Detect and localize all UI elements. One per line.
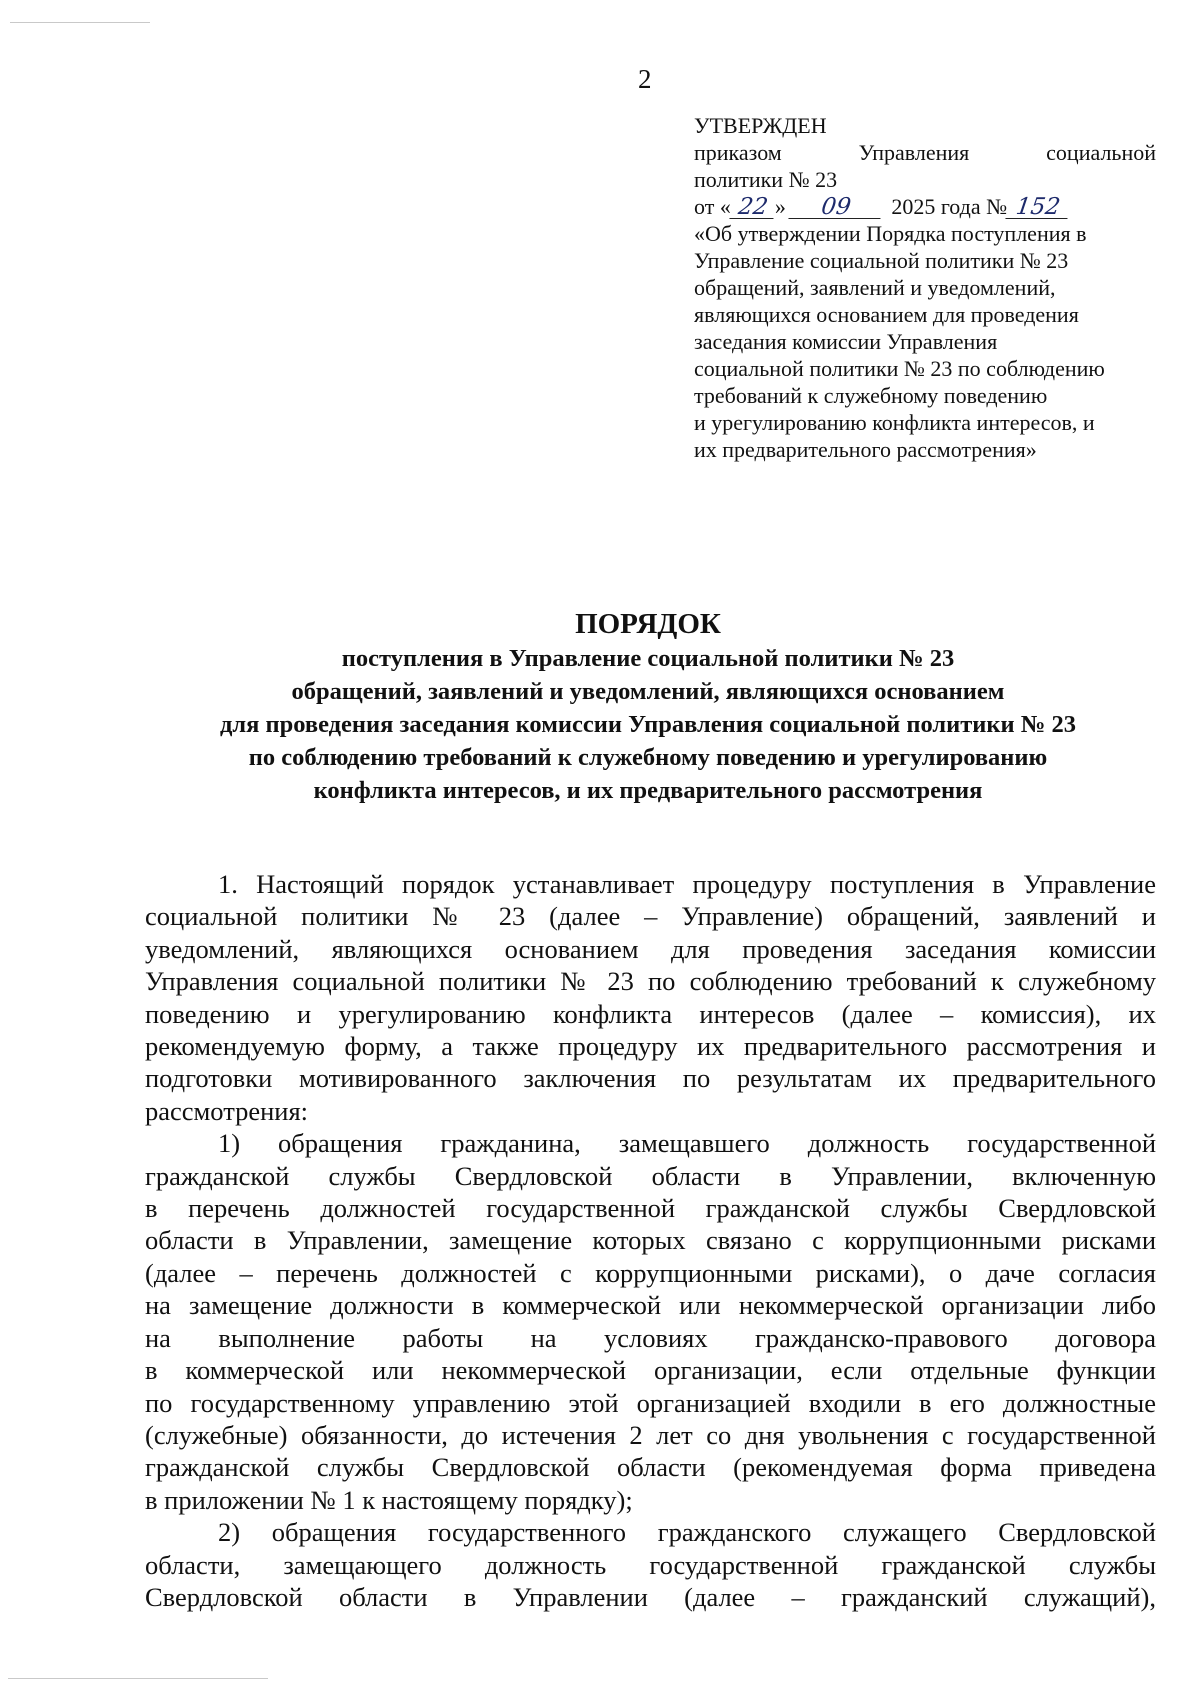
handwritten-order-number: 152 — [1006, 196, 1071, 219]
approval-about-line: являющихся основанием для проведения — [694, 302, 1079, 327]
body-line: в приложении № 1 к настоящему порядку); — [145, 1484, 633, 1515]
approval-heading: УТВЕРЖДЕН — [694, 113, 827, 138]
approval-about-line: «Об утверждении Порядка поступления в — [694, 221, 1087, 246]
body-line: рассмотрения: — [145, 1095, 309, 1126]
date-mid: » — [774, 194, 786, 219]
body-line: 1) обращения гражданина, замещавшего должность государственной — [218, 1128, 1156, 1159]
approval-about-line: обращений, заявлений и уведомлений, — [694, 275, 1056, 300]
approval-order-line — [694, 139, 1156, 166]
body-line: области в Управлении, замещение которых связано с коррупционными рисками — [145, 1225, 1156, 1256]
body-line: 2) обращения государственного гражданского служащего Свердловской — [218, 1517, 1156, 1548]
title-line: по соблюдению требований к служебному поведению и урегулированию — [248, 744, 1048, 771]
paragraph-2 — [145, 1127, 1156, 1516]
approval-word: социальной — [1046, 140, 1156, 165]
document-body — [145, 868, 1156, 1613]
approval-about-line: их предварительного рассмотрения» — [694, 437, 1037, 462]
body-line: на замещение должности в коммерческой или некоммерческой организации либо — [145, 1290, 1156, 1321]
approval-about-line: требований к служебному поведению — [694, 383, 1048, 408]
body-line: Управления социальной политики № 23 по соблюдению требований к служебному — [145, 966, 1156, 997]
body-line: в коммерческой или некоммерческой организации, если отдельные функции — [145, 1355, 1156, 1386]
body-line: области, замещающего должность государственной гражданской службы — [145, 1549, 1156, 1580]
body-line: в перечень должностей государственной гражданской службы Свердловской — [145, 1193, 1156, 1224]
title-line: для проведения заседания комиссии Управления социальной политики № 23 — [219, 711, 1077, 738]
body-line: уведомлений, являющихся основанием для проведения заседания комиссии — [145, 933, 1156, 964]
approval-word: приказом — [694, 140, 782, 165]
body-line: рекомендуемую форму, а также процедуру их предварительного рассмотрения и — [145, 1031, 1156, 1062]
approval-about-line: заседания комиссии Управления — [694, 329, 998, 354]
title-line: конфликта интересов, и их предварительного рассмотрения — [313, 777, 983, 804]
body-line: подготовки мотивированного заключения по результатам их предварительного — [145, 1063, 1156, 1094]
date-prefix: от « — [694, 194, 731, 219]
scan-artifact — [10, 22, 150, 23]
body-line: гражданской службы Свердловской области (рекомендуемая форма приведена — [145, 1452, 1156, 1483]
body-line: гражданской службы Свердловской области в Управлении, включенную — [145, 1160, 1156, 1191]
page-number: 2 — [638, 64, 652, 94]
document-title — [140, 606, 1156, 807]
approval-about-line: и урегулированию конфликта интересов, и — [694, 410, 1095, 435]
title-line: поступления в Управление социальной политики № 23 — [341, 645, 955, 672]
date-year-text: 2025 года № — [891, 194, 1008, 219]
body-line: социальной политики № 23 (далее – Управление) обращений, заявлений и — [145, 901, 1156, 932]
handwritten-day: 22 — [729, 196, 776, 219]
scan-artifact — [8, 1678, 268, 1679]
body-line: по государственному управлению этой организацией входили в его должностные — [145, 1387, 1156, 1418]
approval-about-line: Управление социальной политики № 23 — [694, 248, 1069, 273]
body-line: на выполнение работы на условиях гражданско-правового договора — [145, 1322, 1156, 1353]
paragraph-3 — [145, 1516, 1156, 1613]
approval-policy-line: политики № 23 — [694, 167, 838, 192]
body-line: поведению и урегулированию конфликта интересов (далее – комиссия), их — [145, 998, 1156, 1029]
paragraph-1 — [145, 868, 1156, 1127]
approval-word: Управления — [858, 140, 970, 165]
body-line: Свердловской области в Управлении (далее – гражданский служащий), — [145, 1581, 1156, 1612]
title-main: ПОРЯДОК — [575, 608, 721, 640]
body-line: 1. Настоящий порядок устанавливает процедуру поступления в Управление — [218, 869, 1156, 899]
title-line: обращений, заявлений и уведомлений, являющихся основанием — [291, 678, 1005, 705]
approval-date-line — [694, 193, 1156, 220]
handwritten-month: 09 — [788, 196, 883, 219]
body-line: (служебные) обязанности, до истечения 2 лет со дня увольнения с государственной — [145, 1419, 1156, 1450]
approval-stamp-block — [694, 112, 1156, 463]
approval-about-line: социальной политики № 23 по соблюдению — [694, 356, 1105, 381]
body-line: (далее – перечень должностей с коррупционными рисками), о даче согласия — [145, 1257, 1156, 1288]
